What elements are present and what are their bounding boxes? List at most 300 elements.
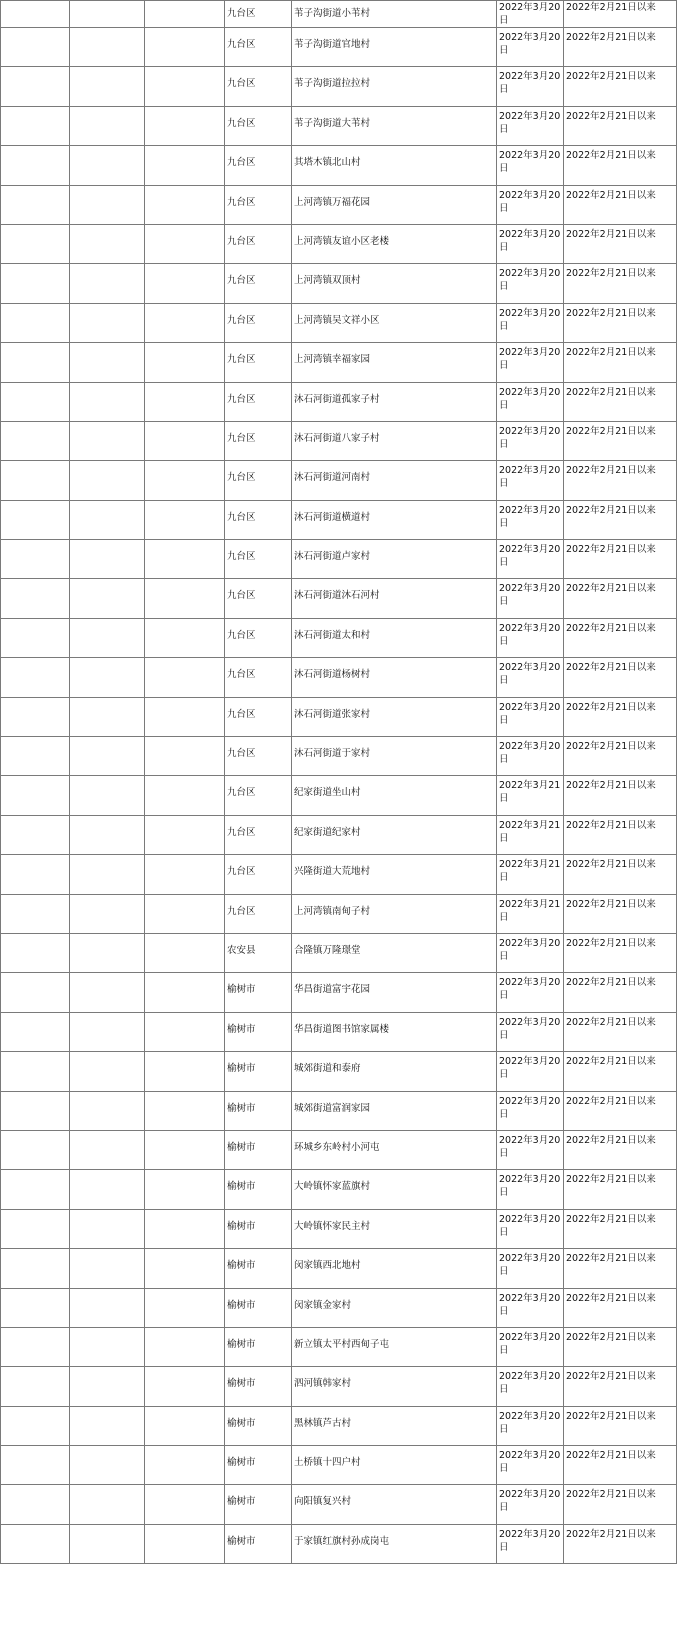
period-cell: 2022年2月21日以来 — [564, 894, 677, 933]
empty-cell — [1, 658, 70, 697]
empty-cell — [70, 500, 145, 539]
empty-cell — [1, 185, 70, 224]
empty-cell — [145, 185, 225, 224]
period-cell: 2022年2月21日以来 — [564, 1170, 677, 1209]
empty-cell — [70, 303, 145, 342]
empty-cell — [1, 1288, 70, 1327]
empty-cell — [70, 540, 145, 579]
empty-cell — [1, 264, 70, 303]
table-row — [1, 855, 677, 894]
empty-cell — [1, 697, 70, 736]
location-cell: 沐石河街道沐石河村 — [292, 579, 497, 618]
period-cell: 2022年2月21日以来 — [564, 500, 677, 539]
period-cell: 2022年2月21日以来 — [564, 185, 677, 224]
district-cell: 榆树市 — [225, 1052, 292, 1091]
empty-cell — [145, 382, 225, 421]
date-cell: 2022年3月20日 — [497, 579, 564, 618]
empty-cell — [70, 697, 145, 736]
period-cell: 2022年2月21日以来 — [564, 540, 677, 579]
period-cell: 2022年2月21日以来 — [564, 67, 677, 106]
table-row — [1, 106, 677, 145]
location-cell: 纪家街道纪家村 — [292, 815, 497, 854]
district-cell: 九台区 — [225, 382, 292, 421]
period-cell: 2022年2月21日以来 — [564, 1012, 677, 1051]
district-cell: 九台区 — [225, 540, 292, 579]
district-cell: 九台区 — [225, 421, 292, 460]
date-cell: 2022年3月20日 — [497, 1446, 564, 1485]
empty-cell — [1, 1249, 70, 1288]
period-cell: 2022年2月21日以来 — [564, 28, 677, 67]
period-cell: 2022年2月21日以来 — [564, 1249, 677, 1288]
period-cell: 2022年2月21日以来 — [564, 1406, 677, 1445]
location-cell: 沐石河街道横道村 — [292, 500, 497, 539]
district-cell: 九台区 — [225, 106, 292, 145]
table-row — [1, 343, 677, 382]
period-cell: 2022年2月21日以来 — [564, 1367, 677, 1406]
period-cell: 2022年2月21日以来 — [564, 1485, 677, 1524]
empty-cell — [1, 894, 70, 933]
empty-cell — [1, 421, 70, 460]
district-cell: 九台区 — [225, 1, 292, 28]
empty-cell — [145, 1209, 225, 1248]
empty-cell — [70, 618, 145, 657]
table-row — [1, 815, 677, 854]
period-cell: 2022年2月21日以来 — [564, 658, 677, 697]
location-cell: 沐石河街道孤家子村 — [292, 382, 497, 421]
period-cell: 2022年2月21日以来 — [564, 737, 677, 776]
district-cell: 榆树市 — [225, 1367, 292, 1406]
period-cell: 2022年2月21日以来 — [564, 933, 677, 972]
location-cell: 新立镇太平村西甸子屯 — [292, 1327, 497, 1366]
empty-cell — [1, 1091, 70, 1130]
district-cell: 九台区 — [225, 618, 292, 657]
empty-cell — [145, 146, 225, 185]
location-cell: 苇子沟街道大苇村 — [292, 106, 497, 145]
district-cell: 九台区 — [225, 855, 292, 894]
date-cell: 2022年3月20日 — [497, 658, 564, 697]
empty-cell — [70, 224, 145, 263]
district-cell: 榆树市 — [225, 1327, 292, 1366]
date-cell: 2022年3月20日 — [497, 1367, 564, 1406]
period-cell: 2022年2月21日以来 — [564, 1209, 677, 1248]
date-cell: 2022年3月20日 — [497, 1091, 564, 1130]
district-cell: 九台区 — [225, 658, 292, 697]
table-row — [1, 540, 677, 579]
table-row — [1, 1249, 677, 1288]
date-cell: 2022年3月20日 — [497, 28, 564, 67]
table-row — [1, 658, 677, 697]
location-cell: 上河湾镇万福花园 — [292, 185, 497, 224]
table-row — [1, 1012, 677, 1051]
district-cell: 榆树市 — [225, 1209, 292, 1248]
district-cell: 九台区 — [225, 185, 292, 224]
empty-cell — [1, 815, 70, 854]
location-cell: 城郊街道和泰府 — [292, 1052, 497, 1091]
district-cell: 九台区 — [225, 697, 292, 736]
location-cell: 苇子沟街道官地村 — [292, 28, 497, 67]
table-row — [1, 382, 677, 421]
empty-cell — [1, 1209, 70, 1248]
period-cell: 2022年2月21日以来 — [564, 224, 677, 263]
location-cell: 其塔木镇北山村 — [292, 146, 497, 185]
period-cell: 2022年2月21日以来 — [564, 1288, 677, 1327]
empty-cell — [70, 894, 145, 933]
date-cell: 2022年3月20日 — [497, 1209, 564, 1248]
district-cell: 九台区 — [225, 146, 292, 185]
empty-cell — [70, 855, 145, 894]
district-cell: 榆树市 — [225, 1288, 292, 1327]
date-cell: 2022年3月20日 — [497, 618, 564, 657]
empty-cell — [1, 461, 70, 500]
date-cell: 2022年3月20日 — [497, 67, 564, 106]
empty-cell — [145, 421, 225, 460]
location-cell: 沐石河街道河南村 — [292, 461, 497, 500]
empty-cell — [145, 1524, 225, 1563]
empty-cell — [1, 1446, 70, 1485]
empty-cell — [1, 776, 70, 815]
empty-cell — [70, 1170, 145, 1209]
table-row — [1, 737, 677, 776]
date-cell: 2022年3月20日 — [497, 1052, 564, 1091]
location-cell: 上河湾镇友谊小区老楼 — [292, 224, 497, 263]
location-cell: 沐石河街道卢家村 — [292, 540, 497, 579]
date-cell: 2022年3月20日 — [497, 1485, 564, 1524]
district-cell: 九台区 — [225, 500, 292, 539]
empty-cell — [1, 855, 70, 894]
table-row — [1, 894, 677, 933]
table-row — [1, 1327, 677, 1366]
empty-cell — [145, 28, 225, 67]
district-cell: 榆树市 — [225, 1446, 292, 1485]
table-row — [1, 1406, 677, 1445]
period-cell: 2022年2月21日以来 — [564, 776, 677, 815]
empty-cell — [145, 540, 225, 579]
date-cell: 2022年3月20日 — [497, 382, 564, 421]
location-cell: 沐石河街道杨树村 — [292, 658, 497, 697]
empty-cell — [70, 1249, 145, 1288]
period-cell: 2022年2月21日以来 — [564, 382, 677, 421]
district-cell: 九台区 — [225, 67, 292, 106]
district-cell: 榆树市 — [225, 1406, 292, 1445]
table-row — [1, 28, 677, 67]
empty-cell — [145, 579, 225, 618]
period-cell: 2022年2月21日以来 — [564, 855, 677, 894]
district-cell: 榆树市 — [225, 1249, 292, 1288]
empty-cell — [70, 1406, 145, 1445]
empty-cell — [70, 382, 145, 421]
location-cell: 泗河镇韩家村 — [292, 1367, 497, 1406]
location-cell: 闵家镇西北地村 — [292, 1249, 497, 1288]
empty-cell — [145, 776, 225, 815]
location-cell: 纪家街道坐山村 — [292, 776, 497, 815]
empty-cell — [145, 1052, 225, 1091]
table-row — [1, 1052, 677, 1091]
empty-cell — [70, 67, 145, 106]
empty-cell — [1, 146, 70, 185]
empty-cell — [145, 933, 225, 972]
empty-cell — [1, 579, 70, 618]
table-row — [1, 697, 677, 736]
empty-cell — [1, 343, 70, 382]
empty-cell — [1, 1130, 70, 1169]
period-cell: 2022年2月21日以来 — [564, 1446, 677, 1485]
district-cell: 榆树市 — [225, 973, 292, 1012]
date-cell: 2022年3月20日 — [497, 303, 564, 342]
empty-cell — [145, 855, 225, 894]
location-cell: 向阳镇复兴村 — [292, 1485, 497, 1524]
empty-cell — [1, 1170, 70, 1209]
table-row — [1, 1446, 677, 1485]
district-cell: 榆树市 — [225, 1012, 292, 1051]
district-cell: 九台区 — [225, 28, 292, 67]
date-cell: 2022年3月20日 — [497, 500, 564, 539]
period-cell: 2022年2月21日以来 — [564, 303, 677, 342]
empty-cell — [1, 973, 70, 1012]
empty-cell — [145, 1091, 225, 1130]
date-cell: 2022年3月21日 — [497, 776, 564, 815]
location-cell: 沐石河街道太和村 — [292, 618, 497, 657]
table-row — [1, 1485, 677, 1524]
empty-cell — [1, 1327, 70, 1366]
date-cell: 2022年3月20日 — [497, 540, 564, 579]
date-cell: 2022年3月20日 — [497, 1327, 564, 1366]
period-cell: 2022年2月21日以来 — [564, 146, 677, 185]
location-cell: 沐石河街道八家子村 — [292, 421, 497, 460]
location-cell: 于家镇红旗村孙成岗屯 — [292, 1524, 497, 1563]
empty-cell — [70, 737, 145, 776]
period-cell: 2022年2月21日以来 — [564, 579, 677, 618]
table-row — [1, 1367, 677, 1406]
empty-cell — [1, 303, 70, 342]
empty-cell — [1, 106, 70, 145]
empty-cell — [145, 618, 225, 657]
location-cell: 环城乡东岭村小河屯 — [292, 1130, 497, 1169]
date-cell: 2022年3月20日 — [497, 1406, 564, 1445]
period-cell: 2022年2月21日以来 — [564, 1, 677, 28]
date-cell: 2022年3月20日 — [497, 1249, 564, 1288]
empty-cell — [70, 1130, 145, 1169]
period-cell: 2022年2月21日以来 — [564, 697, 677, 736]
empty-cell — [70, 933, 145, 972]
location-cell: 城郊街道富润家园 — [292, 1091, 497, 1130]
empty-cell — [145, 224, 225, 263]
table-row — [1, 1209, 677, 1248]
table-row — [1, 303, 677, 342]
table-row — [1, 500, 677, 539]
empty-cell — [70, 815, 145, 854]
period-cell: 2022年2月21日以来 — [564, 461, 677, 500]
date-cell: 2022年3月21日 — [497, 855, 564, 894]
period-cell: 2022年2月21日以来 — [564, 973, 677, 1012]
empty-cell — [1, 618, 70, 657]
empty-cell — [145, 1170, 225, 1209]
empty-cell — [145, 67, 225, 106]
empty-cell — [1, 67, 70, 106]
empty-cell — [70, 1209, 145, 1248]
location-cell: 上河湾镇吴文祥小区 — [292, 303, 497, 342]
district-cell: 九台区 — [225, 461, 292, 500]
date-cell: 2022年3月21日 — [497, 815, 564, 854]
district-cell: 榆树市 — [225, 1485, 292, 1524]
empty-cell — [70, 658, 145, 697]
empty-cell — [1, 500, 70, 539]
location-cell: 上河湾镇南甸子村 — [292, 894, 497, 933]
period-cell: 2022年2月21日以来 — [564, 264, 677, 303]
table-row — [1, 461, 677, 500]
date-cell: 2022年3月20日 — [497, 1012, 564, 1051]
empty-cell — [145, 1367, 225, 1406]
date-cell: 2022年3月20日 — [497, 264, 564, 303]
empty-cell — [145, 1012, 225, 1051]
period-cell: 2022年2月21日以来 — [564, 1091, 677, 1130]
district-cell: 九台区 — [225, 224, 292, 263]
empty-cell — [145, 973, 225, 1012]
empty-cell — [70, 421, 145, 460]
date-cell: 2022年3月20日 — [497, 185, 564, 224]
empty-cell — [145, 658, 225, 697]
empty-cell — [70, 264, 145, 303]
location-cell: 兴隆街道大荒地村 — [292, 855, 497, 894]
date-cell: 2022年3月21日 — [497, 894, 564, 933]
period-cell: 2022年2月21日以来 — [564, 421, 677, 460]
date-cell: 2022年3月20日 — [497, 224, 564, 263]
table-row — [1, 1524, 677, 1563]
date-cell: 2022年3月20日 — [497, 106, 564, 145]
period-cell: 2022年2月21日以来 — [564, 815, 677, 854]
table-row — [1, 146, 677, 185]
date-cell: 2022年3月20日 — [497, 461, 564, 500]
empty-cell — [145, 737, 225, 776]
location-cell: 上河湾镇双顶村 — [292, 264, 497, 303]
table-row — [1, 1170, 677, 1209]
table-row — [1, 264, 677, 303]
table-row — [1, 618, 677, 657]
empty-cell — [70, 1288, 145, 1327]
table-row — [1, 421, 677, 460]
district-cell: 农安县 — [225, 933, 292, 972]
empty-cell — [145, 697, 225, 736]
empty-cell — [1, 1, 70, 28]
table-row — [1, 1130, 677, 1169]
location-cell: 大岭镇怀家民主村 — [292, 1209, 497, 1248]
empty-cell — [70, 343, 145, 382]
empty-cell — [145, 500, 225, 539]
empty-cell — [1, 1485, 70, 1524]
district-cell: 九台区 — [225, 343, 292, 382]
empty-cell — [1, 1052, 70, 1091]
district-cell: 九台区 — [225, 264, 292, 303]
location-cell: 闵家镇金家村 — [292, 1288, 497, 1327]
empty-cell — [70, 1091, 145, 1130]
table-row — [1, 224, 677, 263]
empty-cell — [1, 382, 70, 421]
empty-cell — [70, 1, 145, 28]
table-row — [1, 776, 677, 815]
location-cell: 沐石河街道于家村 — [292, 737, 497, 776]
empty-cell — [145, 1406, 225, 1445]
date-cell: 2022年3月20日 — [497, 421, 564, 460]
date-cell: 2022年3月20日 — [497, 1130, 564, 1169]
table-row — [1, 1288, 677, 1327]
empty-cell — [70, 1485, 145, 1524]
location-cell: 大岭镇怀家蓝旗村 — [292, 1170, 497, 1209]
date-cell: 2022年3月20日 — [497, 146, 564, 185]
empty-cell — [70, 973, 145, 1012]
table-row — [1, 185, 677, 224]
empty-cell — [145, 106, 225, 145]
table-row — [1, 1, 677, 28]
period-cell: 2022年2月21日以来 — [564, 1052, 677, 1091]
empty-cell — [1, 540, 70, 579]
date-cell: 2022年3月20日 — [497, 737, 564, 776]
empty-cell — [70, 185, 145, 224]
location-cell: 苇子沟街道拉拉村 — [292, 67, 497, 106]
empty-cell — [1, 224, 70, 263]
empty-cell — [145, 303, 225, 342]
empty-cell — [145, 461, 225, 500]
empty-cell — [1, 1012, 70, 1051]
date-cell: 2022年3月20日 — [497, 1170, 564, 1209]
date-cell: 2022年3月20日 — [497, 1, 564, 28]
location-cell: 华昌街道富宇花园 — [292, 973, 497, 1012]
table-row — [1, 67, 677, 106]
empty-cell — [145, 264, 225, 303]
location-cell: 合隆镇万隆璟堂 — [292, 933, 497, 972]
location-cell: 土桥镇十四户村 — [292, 1446, 497, 1485]
district-cell: 九台区 — [225, 776, 292, 815]
date-cell: 2022年3月20日 — [497, 933, 564, 972]
empty-cell — [70, 1052, 145, 1091]
location-cell: 华昌街道图书馆家属楼 — [292, 1012, 497, 1051]
empty-cell — [145, 1249, 225, 1288]
district-cell: 九台区 — [225, 303, 292, 342]
period-cell: 2022年2月21日以来 — [564, 1327, 677, 1366]
empty-cell — [145, 815, 225, 854]
period-cell: 2022年2月21日以来 — [564, 343, 677, 382]
district-cell: 九台区 — [225, 579, 292, 618]
empty-cell — [70, 146, 145, 185]
table-row — [1, 973, 677, 1012]
empty-cell — [145, 1130, 225, 1169]
table-row — [1, 1091, 677, 1130]
district-cell: 榆树市 — [225, 1091, 292, 1130]
empty-cell — [145, 343, 225, 382]
date-cell: 2022年3月20日 — [497, 1524, 564, 1563]
empty-cell — [70, 461, 145, 500]
period-cell: 2022年2月21日以来 — [564, 618, 677, 657]
empty-cell — [145, 1446, 225, 1485]
table-row — [1, 933, 677, 972]
empty-cell — [145, 1, 225, 28]
district-cell: 榆树市 — [225, 1170, 292, 1209]
empty-cell — [1, 1406, 70, 1445]
empty-cell — [70, 28, 145, 67]
empty-cell — [145, 1288, 225, 1327]
period-cell: 2022年2月21日以来 — [564, 1130, 677, 1169]
district-cell: 九台区 — [225, 815, 292, 854]
location-cell: 沐石河街道张家村 — [292, 697, 497, 736]
table-row — [1, 579, 677, 618]
empty-cell — [70, 776, 145, 815]
district-cell: 九台区 — [225, 737, 292, 776]
empty-cell — [70, 1367, 145, 1406]
district-cell: 榆树市 — [225, 1524, 292, 1563]
empty-cell — [145, 894, 225, 933]
empty-cell — [145, 1485, 225, 1524]
district-cell: 九台区 — [225, 894, 292, 933]
empty-cell — [145, 1327, 225, 1366]
date-cell: 2022年3月20日 — [497, 343, 564, 382]
